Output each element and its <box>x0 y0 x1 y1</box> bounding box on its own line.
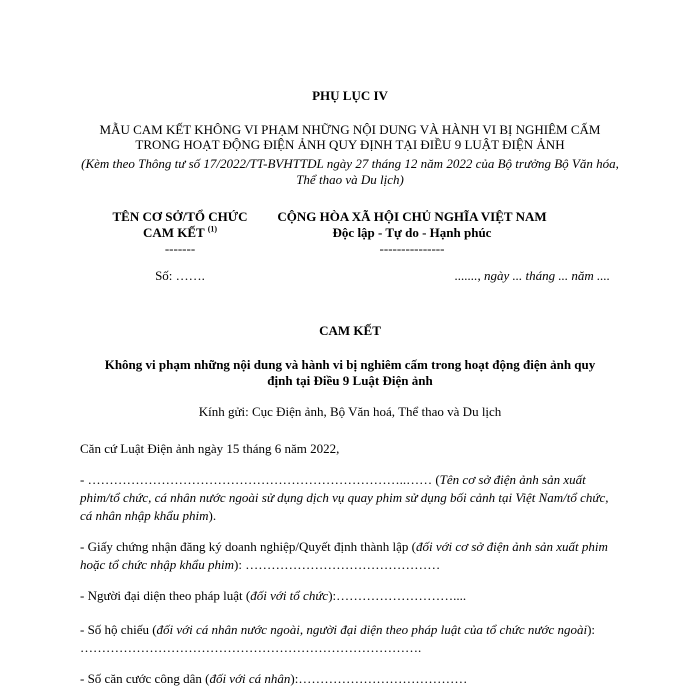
item-text: ): ……………………………………………………………………. <box>80 622 596 655</box>
form-title: MẪU CAM KẾT KHÔNG VI PHẠM NHỮNG NỘI DUNG VÀ HÀNH VI BỊ NGHIÊM CẤM TRONG HOẠT ĐỘNG ĐIỆN ẢNH QUY ĐỊNH TẠI ĐIỀU 9 LUẬT ĐIỆN ẢNH <box>99 122 601 152</box>
org-dashes: ------- <box>164 241 196 256</box>
org-commit-text: CAM KẾT <box>142 225 208 240</box>
org-commit-line <box>80 225 280 241</box>
item-note: đối với cơ sở điện ảnh sản xuất phim hoặc tổ chức nhập khẩu phim <box>80 539 608 572</box>
place-date: ......., ngày ... tháng ... năm .... <box>454 268 610 283</box>
nation-motto: Độc lập - Tự do - Hạnh phúc <box>332 225 492 240</box>
item-note: đối với tổ chức <box>250 588 329 603</box>
list-item <box>80 621 620 657</box>
item-note: đối với cá nhân <box>209 671 291 686</box>
national-header <box>262 209 562 257</box>
item-text: - Số căn cước công dân ( <box>80 671 210 686</box>
nation-dashes: --------------- <box>379 241 445 256</box>
item-text: ):………………………………… <box>290 671 468 686</box>
list-item <box>80 471 620 525</box>
item-text: ): ……………………………………… <box>234 557 441 572</box>
organization-block <box>80 209 280 257</box>
legal-basis: Căn cứ Luật Điện ảnh ngày 15 tháng 6 năm 2022, <box>80 441 340 456</box>
footnote-marker: (1) <box>207 224 218 234</box>
item-text: - Số hộ chiếu ( <box>80 622 157 637</box>
item-text: - ………………………………………………………………..…… ( <box>80 472 440 487</box>
item-text: ). <box>208 508 217 523</box>
document-title: CAM KẾT <box>319 323 381 338</box>
item-text: ):……………………….... <box>328 588 467 603</box>
list-item <box>80 538 620 574</box>
appendix-label: PHỤ LỤC IV <box>312 88 388 103</box>
item-text: - Giấy chứng nhận đăng ký doanh nghiệp/Quyết định thành lập ( <box>80 539 416 554</box>
list-item <box>80 670 620 688</box>
recipient-line: Kính gửi: Cục Điện ảnh, Bộ Văn hoá, Thể thao và Du lịch <box>198 404 502 419</box>
item-note: đối với cá nhân nước ngoài, người đại diện theo pháp luật của tổ chức nước ngoài <box>156 622 588 637</box>
list-item <box>80 587 620 605</box>
org-name-line: TÊN CƠ SỞ/TỔ CHỨC <box>112 209 248 224</box>
nation-name: CỘNG HÒA XÃ HỘI CHỦ NGHĨA VIỆT NAM <box>277 209 547 224</box>
form-basis-note: (Kèm theo Thông tư số 17/2022/TT-BVHTTDL ngày 27 tháng 12 năm 2022 của Bộ trưởng Bộ Văn hóa, Thể thao và Du lịch) <box>81 156 619 187</box>
document-subtitle: Không vi phạm những nội dung và hành vi bị nghiêm cấm trong hoạt động điện ảnh quy định tại Điều 9 Luật Điện ảnh <box>104 357 596 388</box>
document-number: Số: ……. <box>155 268 205 283</box>
item-text: - Người đại diện theo pháp luật ( <box>80 588 251 603</box>
item-note: Tên cơ sở điện ảnh sản xuất phim/tổ chức, cá nhân nước ngoài sử dụng dịch vụ quay phim sử dụng bối cảnh tại Việt Nam/tổ chức, cá nhân nhập khẩu phim <box>80 472 609 523</box>
